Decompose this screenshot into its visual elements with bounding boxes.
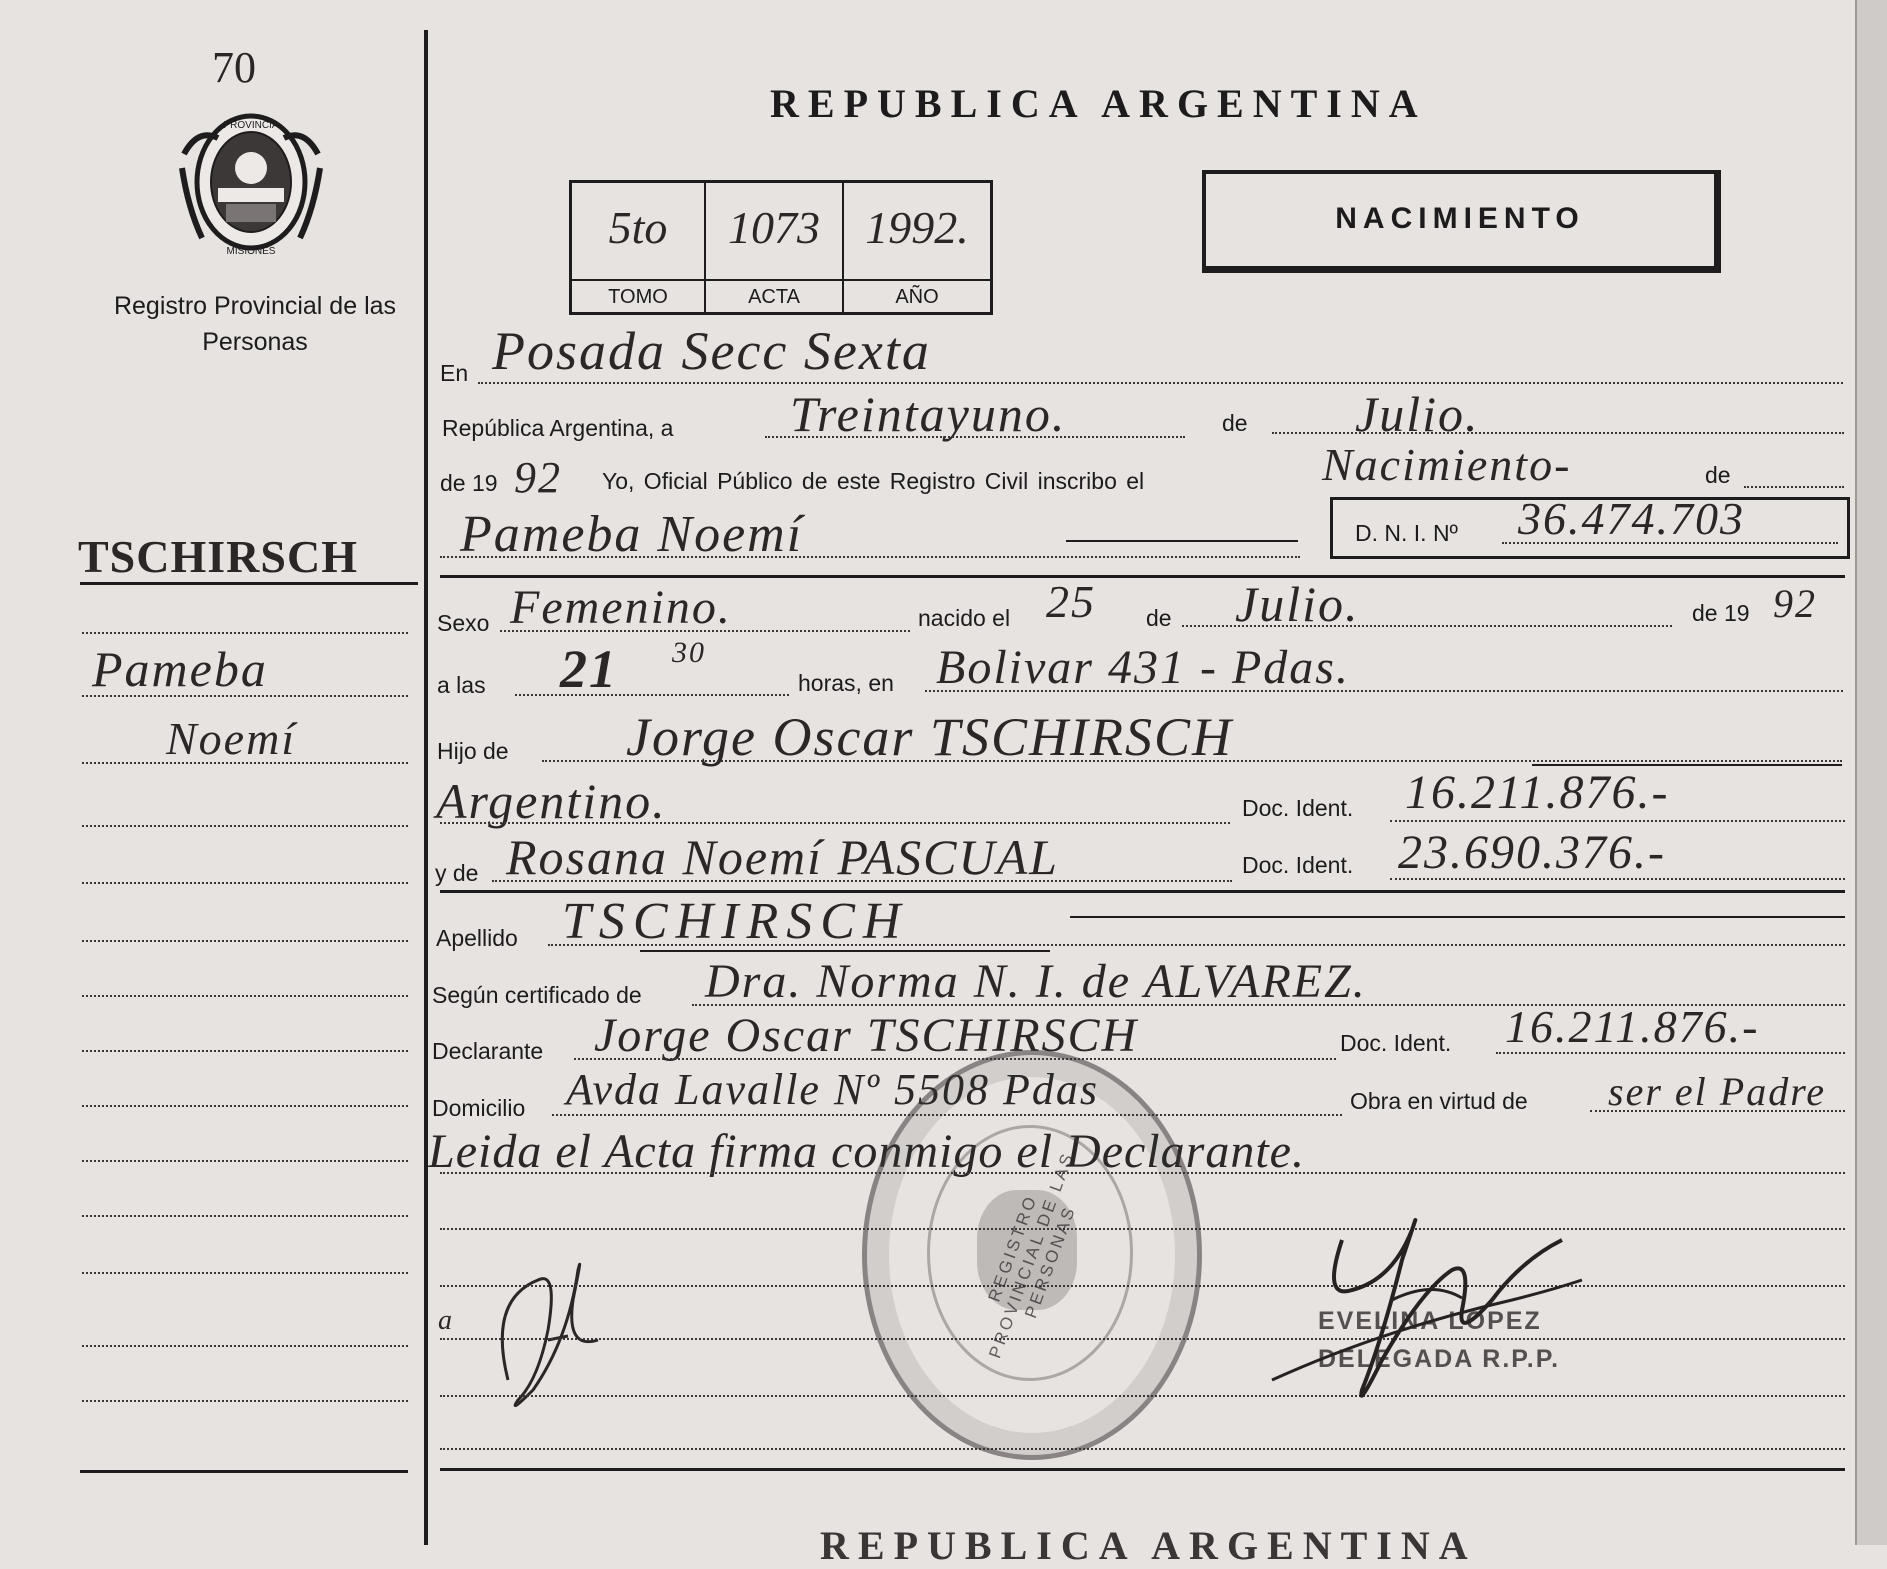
- obra-label: Obra en virtud de: [1350, 1088, 1528, 1114]
- margin-bottom-rule: [80, 1470, 408, 1473]
- declarante-label: Declarante: [432, 1038, 544, 1064]
- mother-doc-value: 23.690.376.-: [1398, 826, 1666, 879]
- year-prefix: de 19: [440, 470, 498, 496]
- dotted-line: [1390, 878, 1845, 880]
- nacido-label: nacido el: [918, 605, 1011, 631]
- birth-year-suffix: 92: [1773, 581, 1817, 626]
- record-type: NACIMIENTO: [1335, 202, 1585, 235]
- margin-dotted-line: [82, 762, 408, 764]
- coat-of-arms-emblem: [178, 108, 324, 260]
- registration-box: [569, 180, 993, 315]
- dotted-line: [1272, 432, 1844, 434]
- tomo-cell: [572, 183, 706, 312]
- emblem-inscription-top: PROVINCIA: [223, 120, 279, 131]
- anio-cell: [844, 183, 990, 312]
- child-name-value: Pameba Noemí: [460, 506, 804, 563]
- birth-year-prefix: de 19: [1692, 600, 1750, 626]
- margin-given-name-1: Pameba: [92, 641, 268, 697]
- address-value: Avda Lavalle Nº 5508 Pdas: [566, 1065, 1099, 1114]
- surname-underline: [640, 950, 1050, 952]
- doc-ident-label-declarant: Doc. Ident.: [1340, 1030, 1452, 1056]
- birth-day-value: 25: [1046, 576, 1096, 627]
- certifier-value: Dra. Norma N. I. de ALVAREZ.: [705, 955, 1367, 1008]
- dotted-line: [1590, 1110, 1845, 1112]
- dotted-line: [1496, 1052, 1845, 1054]
- month-value: Julio.: [1355, 386, 1480, 442]
- horas-label: horas, en: [798, 670, 894, 696]
- footer-partial-title: REPUBLICA ARGENTINA: [820, 1523, 1477, 1568]
- dotted-line: [500, 630, 910, 632]
- republica-label: República Argentina, a: [442, 415, 674, 441]
- stamp-text: REGISTRO PROVINCIAL DE LAS PERSONAS: [984, 1148, 1080, 1361]
- tomo-value: 5to: [608, 202, 668, 253]
- column-divider: [424, 30, 428, 1545]
- doc-ident-label-father: Doc. Ident.: [1242, 795, 1354, 821]
- dotted-line: [515, 694, 789, 696]
- hijo-label: Hijo de: [437, 738, 509, 764]
- dotted-line: [548, 944, 1845, 946]
- dotted-line: [1182, 625, 1672, 627]
- folio-number: 70: [212, 43, 256, 92]
- margin-dotted-line: [82, 1400, 408, 1402]
- dni-label: D. N. I. Nº: [1355, 520, 1458, 546]
- acta-cell: [706, 183, 844, 312]
- signature-stamp-name: EVELINA LOPEZ: [1318, 1307, 1542, 1335]
- dotted-line: [1744, 486, 1844, 488]
- emblem-inscription-bottom: MISIONES: [226, 246, 276, 257]
- margin-dotted-line: [82, 882, 408, 884]
- birth-place-value: Bolivar 431 - Pdas.: [936, 641, 1350, 694]
- birth-month-value: Julio.: [1235, 576, 1360, 632]
- anio-value: 1992.: [865, 202, 969, 253]
- margin-dotted-line: [82, 1215, 408, 1217]
- dotted-line: [765, 436, 1185, 438]
- domicilio-label: Domicilio: [432, 1095, 526, 1121]
- dotted-line: [440, 822, 1230, 824]
- de-label-3: de: [1146, 605, 1172, 631]
- dni-value: 36.474.703: [1518, 493, 1745, 544]
- margin-dotted-line: [82, 1345, 408, 1347]
- anio-label: AÑO: [844, 279, 990, 314]
- margin-dotted-line: [82, 1272, 408, 1274]
- de-label-2: de: [1705, 462, 1731, 488]
- a-las-label: a las: [437, 672, 486, 698]
- margin-dotted-line: [82, 995, 408, 997]
- bottom-rule: [440, 1468, 1845, 1471]
- declarant-doc-value: 16.211.876.-: [1505, 1001, 1760, 1052]
- margin-dotted-line: [82, 1050, 408, 1052]
- birth-time-value: 21: [560, 639, 618, 699]
- margin-initials-signature: [478, 1240, 628, 1420]
- obra-value: ser el Padre: [1608, 1069, 1827, 1114]
- margin-dotted-line: [82, 1160, 408, 1162]
- dotted-line: [542, 760, 1842, 762]
- closing-text: Leida el Acta firma conmigo el Declarante.: [428, 1125, 1305, 1178]
- day-value: Treintayuno.: [790, 386, 1067, 442]
- surname-value: TSCHIRSCH: [562, 893, 909, 950]
- sexo-label: Sexo: [437, 610, 490, 636]
- segun-label: Según certificado de: [432, 982, 642, 1008]
- dotted-line: [1390, 820, 1845, 822]
- margin-dotted-line: [82, 632, 408, 634]
- en-label: En: [440, 360, 469, 386]
- dotted-line: [1502, 542, 1838, 544]
- inscribo-text: Yo, Oficial Público de este Registro Civil inscribo el: [602, 468, 1145, 494]
- official-signature: [1262, 1180, 1592, 1420]
- de-label: de: [1222, 410, 1248, 436]
- section-rule: [440, 575, 1845, 578]
- acta-label: ACTA: [706, 279, 842, 314]
- birth-time-minutes: 30: [672, 636, 706, 669]
- country-title: REPUBLICA ARGENTINA: [770, 81, 1427, 126]
- margin-surname-underline: [80, 582, 418, 585]
- acta-value: 1073: [728, 202, 820, 253]
- record-type-box: [1202, 170, 1721, 273]
- year-suffix: 92: [514, 453, 562, 502]
- act-type-value: Nacimiento-: [1322, 439, 1572, 490]
- declarant-name-value: Jorge Oscar TSCHIRSCH: [594, 1009, 1139, 1062]
- surname-fill-line: [1070, 916, 1845, 918]
- sex-value: Femenino.: [510, 581, 732, 634]
- official-seal-stamp: [862, 1050, 1202, 1460]
- dotted-line: [440, 556, 1300, 558]
- place-value: Posada Secc Sexta: [492, 321, 931, 381]
- page-edge: [1855, 0, 1887, 1545]
- doc-ident-label-mother: Doc. Ident.: [1242, 852, 1354, 878]
- margin-initials: a: [438, 1305, 454, 1336]
- mother-name-value: Rosana Noemí PASCUAL: [506, 829, 1059, 885]
- dotted-line: [925, 690, 1843, 692]
- name-fill-line: [1066, 540, 1298, 542]
- father-nationality-value: Argentino.: [436, 773, 667, 829]
- dotted-line: [492, 880, 1232, 882]
- registry-name: Registro Provincial de las Personas: [113, 292, 397, 356]
- margin-surname: TSCHIRSCH: [78, 531, 358, 582]
- tomo-label: TOMO: [572, 279, 704, 314]
- apellido-label: Apellido: [436, 925, 518, 951]
- dotted-line: [478, 382, 1843, 384]
- margin-dotted-line: [82, 1105, 408, 1107]
- father-name-value: Jorge Oscar TSCHIRSCH: [626, 707, 1233, 767]
- margin-dotted-line: [82, 695, 408, 697]
- dotted-line: [574, 1058, 1336, 1060]
- dotted-line: [440, 1448, 1845, 1450]
- margin-dotted-line: [82, 825, 408, 827]
- signature-stamp-title: DELEGADA R.P.P.: [1318, 1345, 1561, 1373]
- margin-dotted-line: [82, 940, 408, 942]
- margin-given-name-2: Noemí: [166, 713, 297, 764]
- father-doc-value: 16.211.876.-: [1405, 766, 1670, 819]
- y-de-label: y de: [435, 860, 479, 886]
